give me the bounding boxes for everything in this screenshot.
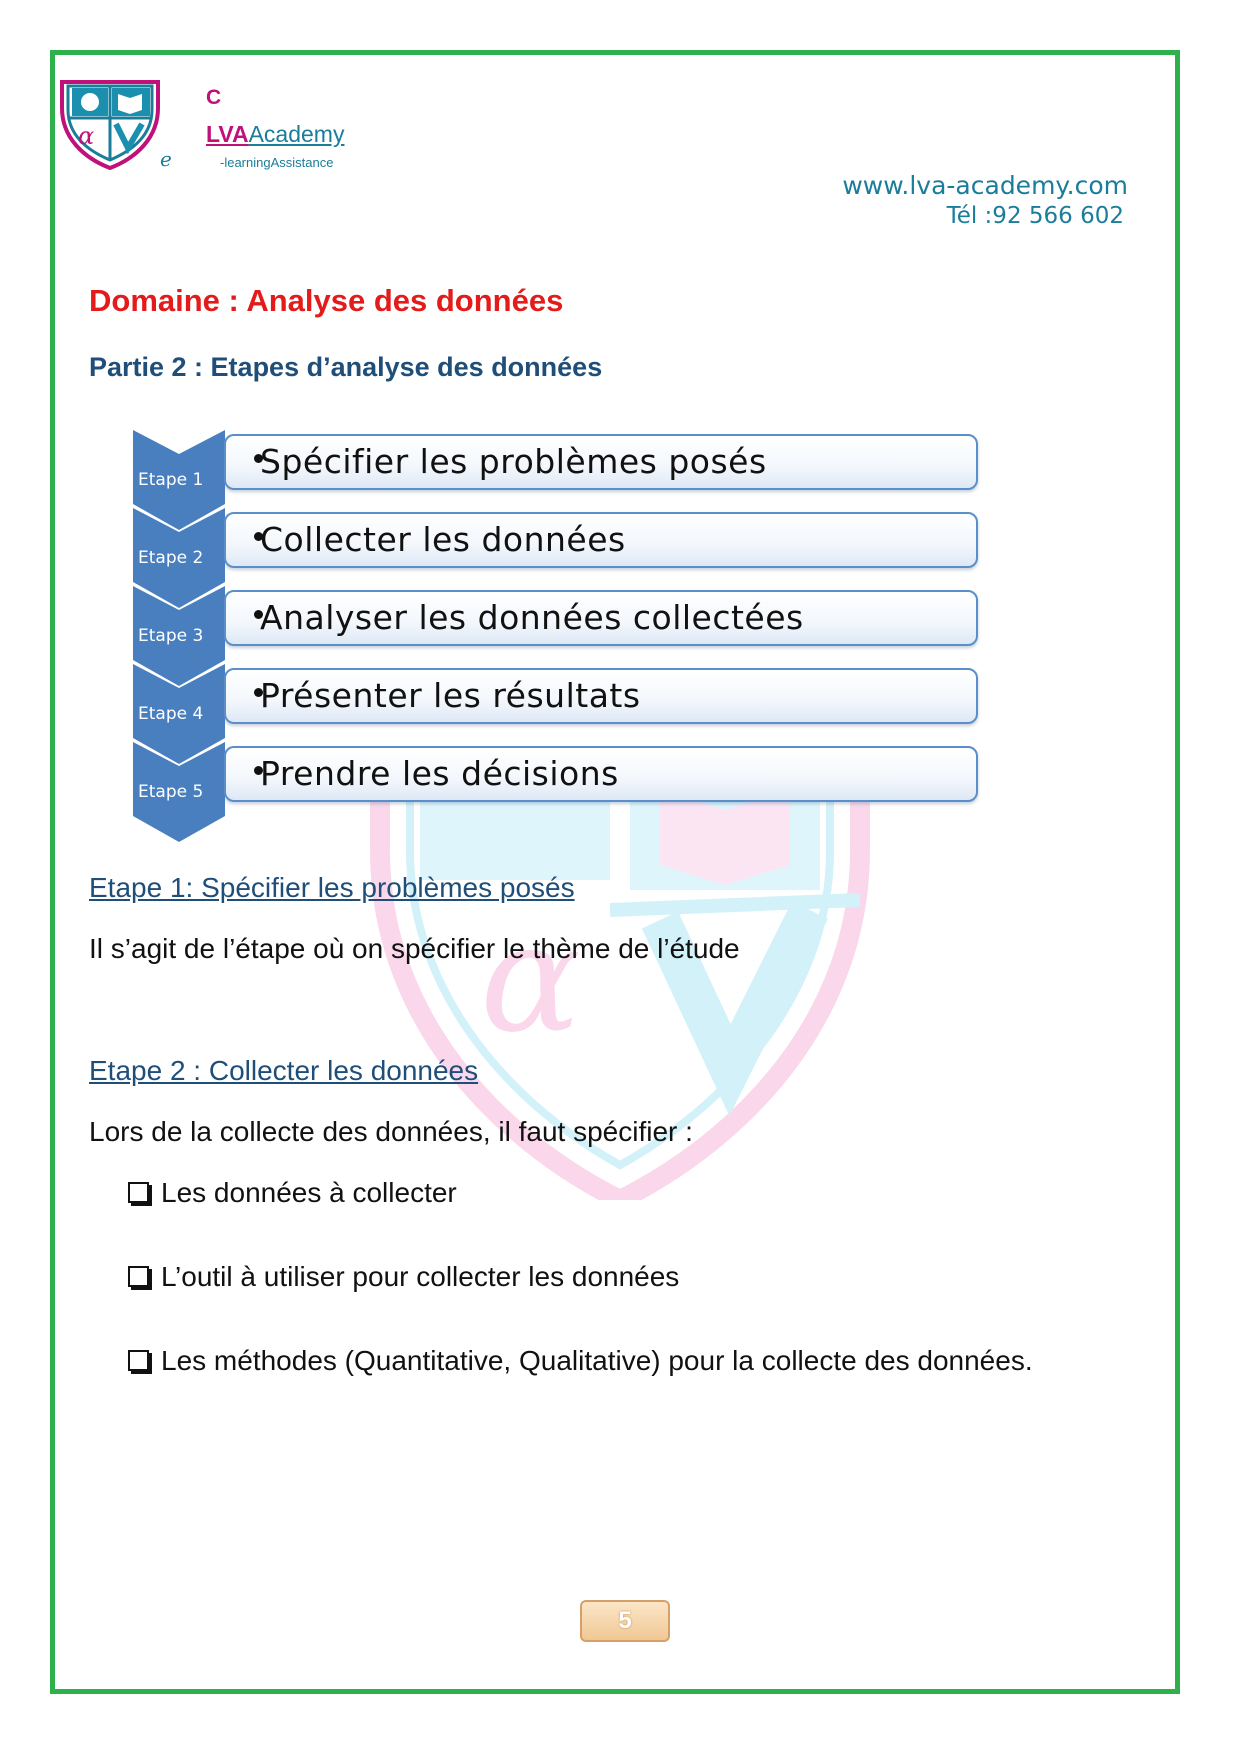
checkbox-bullet-icon <box>128 1182 149 1203</box>
step-text: Prendre les décisions <box>260 754 619 793</box>
svg-text:α: α <box>480 892 582 1066</box>
step-label: Etape 3 <box>138 626 204 646</box>
process-step <box>128 742 998 842</box>
step-box <box>224 512 978 568</box>
section1-text: Il s’agit de l’étape où on spécifier le thème de l’étude <box>89 933 740 964</box>
section2-intro: Lors de la collecte des données, il faut spécifier : <box>89 1116 693 1147</box>
step-label: Etape 1 <box>138 470 204 490</box>
step-text: Présenter les résultats <box>260 676 641 715</box>
svg-text:α: α <box>78 122 95 150</box>
step-box <box>224 668 978 724</box>
brand-subtitle: -learningAssistance <box>220 155 334 170</box>
section2-heading: Etape 2 : Collecter les données <box>89 1055 479 1086</box>
list-item <box>128 1345 1033 1377</box>
checkbox-bullet-icon <box>128 1350 149 1371</box>
checkbox-bullet-icon <box>128 1266 149 1287</box>
brand-letter-c: C <box>206 86 222 109</box>
brand-lva: LVA <box>206 121 249 147</box>
step-text: Spécifier les problèmes posés <box>260 442 767 481</box>
brand-academy: Academy <box>248 121 345 147</box>
step-label: Etape 2 <box>138 548 204 568</box>
page-title: Domaine : Analyse des données <box>89 283 564 318</box>
website-link[interactable]: www.lva-academy.com <box>842 171 1128 200</box>
step-box <box>224 434 978 490</box>
step-box <box>224 746 978 802</box>
process-diagram <box>128 430 998 850</box>
section1-heading: Etape 1: Spécifier les problèmes posés <box>89 872 575 903</box>
page-number: 5 <box>580 1600 670 1642</box>
list-item-text: Les données à collecter <box>161 1177 457 1208</box>
list-item-text: L’outil à utiliser pour collecter les données <box>161 1261 680 1292</box>
brand-letter-e: e <box>160 147 172 171</box>
step-label: Etape 4 <box>138 704 204 724</box>
list-item-text: Les méthodes (Quantitative, Qualitative) pour la collecte des données. <box>161 1345 1033 1376</box>
list-item <box>128 1261 679 1293</box>
step-text: Collecter les données <box>260 520 626 559</box>
step-text: Analyser les données collectées <box>260 598 804 637</box>
page-subtitle: Partie 2 : Etapes d’analyse des données <box>89 352 603 382</box>
phone-number: Tél :92 566 602 <box>946 203 1124 229</box>
brand-name <box>206 121 344 148</box>
list-item <box>128 1177 457 1209</box>
step-label: Etape 5 <box>138 782 204 802</box>
step-box <box>224 590 978 646</box>
lva-shield-logo <box>58 78 162 170</box>
